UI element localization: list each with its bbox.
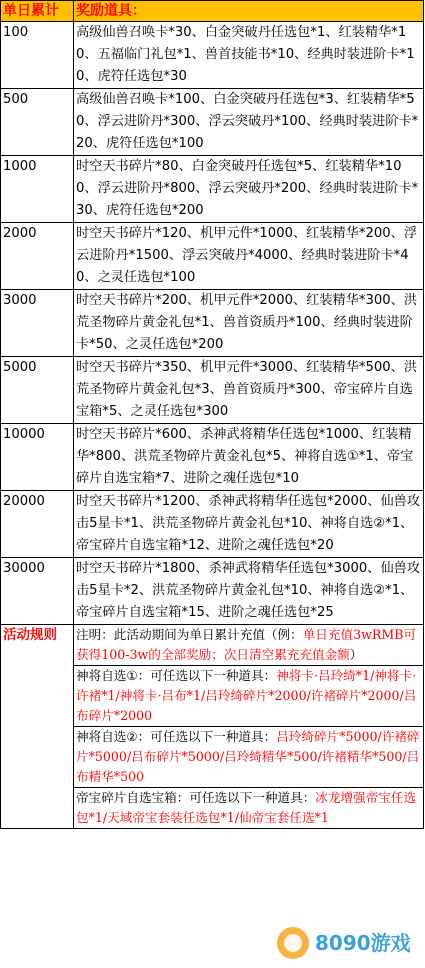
table-row (1, 89, 424, 156)
header-amount: 单日累计 (1, 1, 74, 22)
tier-amount: 20000 (1, 491, 74, 558)
tier-amount: 30000 (1, 558, 74, 625)
table-row (1, 22, 424, 89)
tier-amount: 10000 (1, 424, 74, 491)
tier-rewards: 高级仙兽召唤卡*30、白金突破丹任选包*1、红装精华*10、五福临门礼包*1、兽首技能书*10、经典时装进阶卡*10、虎符任选包*30 (74, 22, 424, 89)
tier-amount: 500 (1, 89, 74, 156)
rules-label-cell (1, 625, 74, 829)
rules-pick2 (74, 727, 424, 788)
table-row (1, 156, 424, 223)
table-row (1, 223, 424, 290)
tier-rewards: 时空天书碎片*200、机甲元件*2000、红装精华*300、洪荒圣物碎片黄金礼包*1、兽首资质丹*100、经典时装进阶卡*50、之灵任选包*200 (74, 290, 424, 357)
pick2-prefix: 神将自选②：可任选以下一种道具： (76, 729, 277, 744)
box-options: 冰龙增强帝宝任选包*1/天域帝宝套装任选包*1/仙帝宝套任选*1 (76, 790, 417, 825)
note-highlight: 单日充值3wRMB可获得100-3w的全部奖励；次日清空累充充值金额 (76, 627, 417, 662)
rules-label: 活动规则 (3, 627, 57, 643)
pick1-options: 神将卡·吕玲绮*1/神将卡·许褚*1/神将卡·吕布*1/吕玲绮碎片*2000/许褚碎片*2000/吕布碎片*2000 (76, 668, 417, 723)
tier-rewards: 时空天书碎片*120、机甲元件*1000、红装精华*200、浮云进阶丹*1500、浮云突破丹*4000、经典时装进阶卡*40、之灵任选包*100 (74, 223, 424, 290)
pick1-prefix: 神将自选①：可任选以下一种道具： (76, 668, 277, 683)
tier-amount: 1000 (1, 156, 74, 223)
table-row (1, 290, 424, 357)
table-header (1, 1, 424, 22)
tier-rewards: 时空天书碎片*1800、杀神武将精华任选包*3000、仙兽攻击5星卡*2、洪荒圣物碎片黄金礼包*10、神将自选②*1、帝宝碎片自选宝箱*15、进阶之魂任选包*25 (74, 558, 424, 625)
tier-amount: 3000 (1, 290, 74, 357)
table-row (1, 357, 424, 424)
watermark-logo (271, 920, 421, 966)
rules-pick1 (74, 666, 424, 727)
table-row (1, 558, 424, 625)
pick2-options: 吕玲绮碎片*5000/许褚碎片*5000/吕布碎片*5000/吕玲绮精华*500/许褚精华*500/吕布精华*500 (76, 729, 420, 784)
note-suffix: ） (349, 647, 363, 662)
tier-amount: 2000 (1, 223, 74, 290)
tier-rewards: 时空天书碎片*80、白金突破丹任选包*5、红装精华*100、浮云进阶丹*800、浮云突破丹*200、经典时装进阶卡*30、虎符任选包*200 (74, 156, 424, 223)
box-prefix: 帝宝碎片自选宝箱：可任选以下一种道具： (76, 790, 316, 805)
rules-row (1, 625, 424, 666)
tier-rewards: 高级仙兽召唤卡*100、白金突破丹任选包*3、红装精华*50、浮云进阶丹*300、浮云突破丹*100、经典时装进阶卡*20、虎符任选包*100 (74, 89, 424, 156)
tier-rewards: 时空天书碎片*350、机甲元件*3000、红装精华*500、洪荒圣物碎片黄金礼包*3、兽首资质丹*300、帝宝碎片自选宝箱*5、之灵任选包*300 (74, 357, 424, 424)
tier-amount: 100 (1, 22, 74, 89)
table-row (1, 424, 424, 491)
rules-note (74, 625, 424, 666)
tier-rewards: 时空天书碎片*600、杀神武将精华任选包*1000、红装精华*800、洪荒圣物碎片黄金礼包*5、神将自选①*1、帝宝碎片自选宝箱*7、进阶之魂任选包*10 (74, 424, 424, 491)
note-prefix: 注明：此活动期间为单日累计充值（例： (76, 627, 303, 642)
tier-rewards: 时空天书碎片*1200、杀神武将精华任选包*2000、仙兽攻击5星卡*1、洪荒圣物碎片黄金礼包*10、神将自选②*1、帝宝碎片自选宝箱*12、进阶之魂任选包*20 (74, 491, 424, 558)
table-row (1, 491, 424, 558)
tier-amount: 5000 (1, 357, 74, 424)
rules-box (74, 788, 424, 829)
header-rewards: 奖励道具： (74, 1, 424, 22)
watermark-text: 8090游戏 (315, 931, 411, 955)
